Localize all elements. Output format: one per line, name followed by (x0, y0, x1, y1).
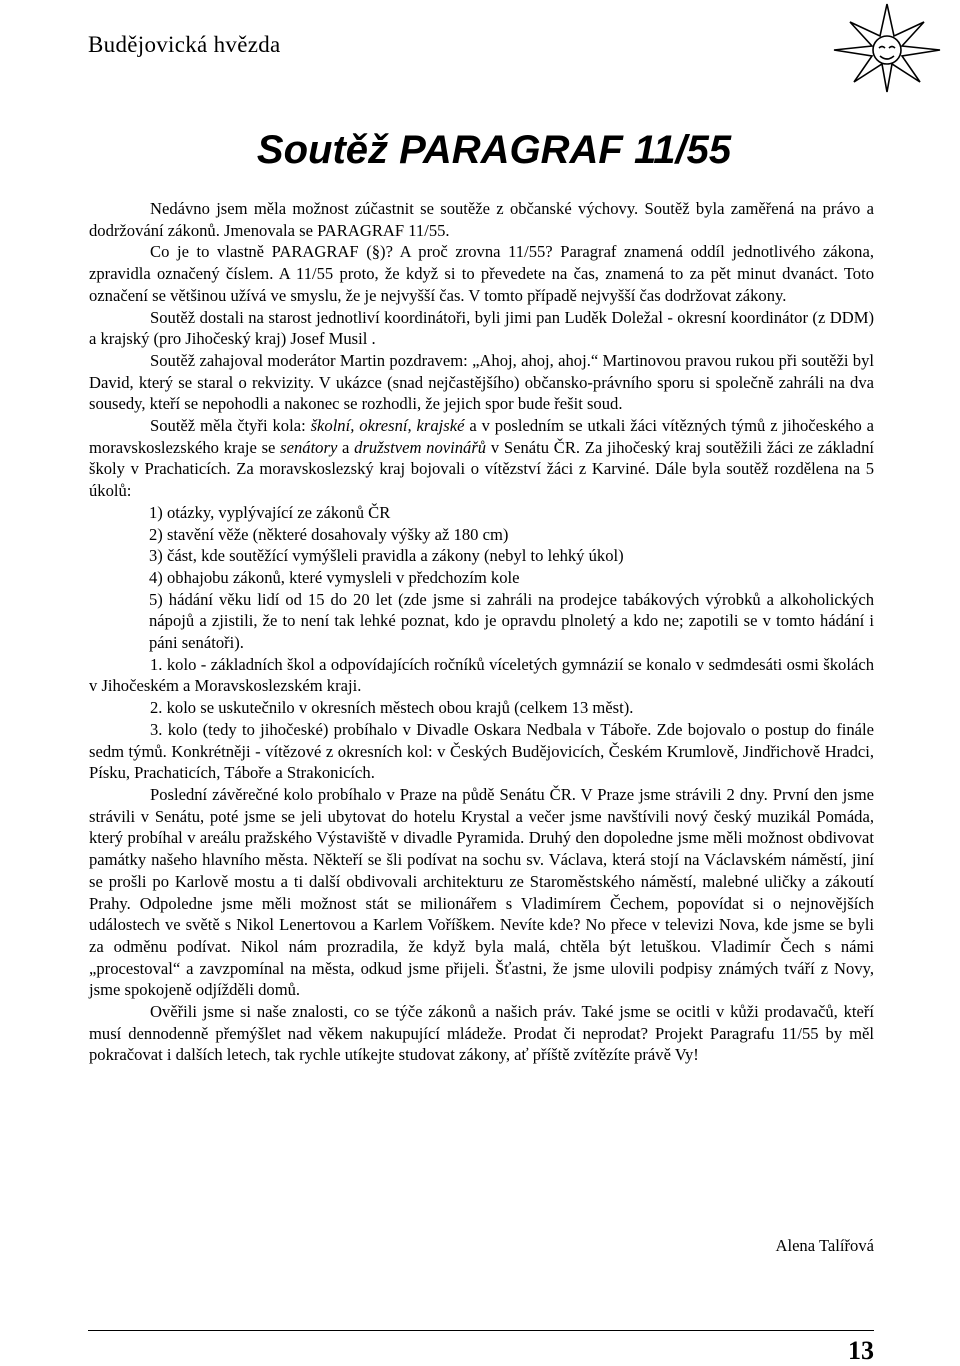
paragraph-round-1: 1. kolo - základních škol a odpovídajících ročníků víceletých gymnázií se konalo v sedmdesáti osmi školách v Jihočeském a Moravskoslezském kraji. (89, 654, 874, 696)
paragraph-paragraf: Co je to vlastně PARAGRAF (§)? A proč zrovna 11/55? Paragraf znamená oddíl jednotlivého zákona, zpravidla označený číslem. A 11/55 proto, že když si to převedete na čas, znamená to za pět minut dvanáct. Toto označení se většinou užívá ve smyslu, že je nejvyšší čas. V tomto případě nejvyšší čas dodržovat zákony. (89, 242, 874, 305)
paragraph-round-2: 2. kolo se uskutečnilo v okresních městech obou krajů (celkem 13 měst). (150, 698, 634, 718)
publication-title: Budějovická hvězda (88, 32, 281, 57)
paragraph-intro: Nedávno jsem měla možnost zúčastnit se soutěže z občanské výchovy. Soutěž byla zaměřená na právo a dodržování zákonů. Jmenovala se PARAGRAF 11/55. (89, 199, 874, 240)
author-signature: Alena Talířová (775, 1236, 874, 1255)
paragraph-coordinators: Soutěž dostali na starost jednotliví koordinátoři, byli jimi pan Luděk Doležal - okresní koordinátor (z DDM) a krajský (pro Jihočeský kraj) Josef Musil . (89, 307, 874, 349)
star-logo-icon (832, 2, 942, 94)
paragraph-conclusion: Ověřili jsme si naše znalosti, co se týče zákonů a našich práv. Také jsme se ocitli v kůži prodavačů, kteří musí dennodenně přemýšlet nad věkem nakupující mládeže. Prodat či neprodat? Projekt Paragrafu 11/55 by měl pokračovat i dalších letech, tak rychle utíkejte studovat zákony, ať příště zvítězíte právě Vy! (89, 1002, 874, 1065)
list-item: 2) stavění věže (některé dosahovaly výšky až 180 cm) (149, 524, 509, 544)
article-body (89, 198, 874, 1066)
article-title: Soutěž PARAGRAF 11/55 (256, 128, 732, 172)
list-item: 4) obhajobu zákonů, které vymysleli v předchozím kole (149, 567, 520, 587)
paragraph-round-3: 3. kolo (tedy to jihočeské) probíhalo v Divadle Oskara Nedbala v Táboře. Zde bojovalo o postup do finále sedm týmů. Konkrétněji - vítězové z okresních kol: v Českých Budějovicích, Českém Krumlově, Jindřichově Hradci, Písku, Prachaticích, Táboře a Strakonicích. (89, 719, 874, 783)
list-item: 1) otázky, vyplývající ze zákonů ČR (149, 502, 391, 522)
paragraph-moderator: Soutěž zahajoval moderátor Martin pozdravem: „Ahoj, ahoj, ahoj.“ Martinovou pravou rukou při soutěži byl David, který se staral o rekvizity. V ukázce (snad nejčastějšího) občansko-právního sporu si společně zahráli na dva sousedy, kteří se nepohodli a nakonec se rozhodli, že jejich spor bude řešit soud. (89, 350, 874, 414)
task-list (89, 502, 874, 654)
list-item: 3) část, kde soutěžící vymýšleli pravidla a zákony (nebyl to lehký úkol) (149, 546, 624, 566)
page-number: 13 (848, 1336, 874, 1365)
list-item: 5) hádání věku lidí od 15 do 20 let (zde jsme si zahráli na prodejce tabákových výrobků a alkoholických nápojů a zjistili, že to není tak lehké poznat, kdo je opravdu plnoletý a kdo ne; zapotili se v tomto hádání i páni senátoři). (149, 589, 874, 653)
footer-rule (88, 1330, 874, 1331)
paragraph-prague: Poslední závěrečné kolo probíhalo v Praze na půdě Senátu ČR. V Praze jsme strávili 2 dny. První den jsme strávili v Senátu, poté jsme se jeli ubytovat do hotelu Krystal a večer jsme navštívili nový český muzikál Pomáda, který probíhal v areálu pražského Výstaviště v divadle Pyramida. Druhý den dopoledne jsme měli možnost obdivovat památky našeho hlavního města. Někteří se šli podívat na sochu sv. Václava, která stojí na Václavském náměstí, jiní se prošli po Karlově mostu a ti další obdivovali architekturu ze Staroměstského náměstí, malebné uličky a zákoutí Prahy. Odpoledne jsme měli možnost stát se milionářem s Vladimírem Čechem, popovídat si o nejnovějších událostech ve světě s Nikol Lenertovou a Karlem Voříškem. Nevíte kde? No přece v televizi Nova, kde jsme se byli za odměnu podívat. Nikol nám prozradila, že když byla malá, chtěla být letuškou. Vladimír Čech s námi „procestoval“ a zavzpomínal na města, odkud jsme přijeli. Šťastni, že jsme ulovili podpisy známých tváří z Novy, jsme spokojeně odjížděli domů. (89, 784, 874, 1000)
paragraph-rounds: Soutěž měla čtyři kola: školní, okresní, krajské a v posledním se utkali žáci vítězných týmů z jihočeského a moravskoslezského kraje se senátory a družstvem novinářů v Senátu ČR. Za jihočeský kraj soutěžili žáci ze základní školy v Prachaticích. Za moravskoslezský kraj bojovali o vítězství žáci z Karviné. Dále byla soutěž rozdělena na 5 úkolů: (89, 416, 874, 501)
